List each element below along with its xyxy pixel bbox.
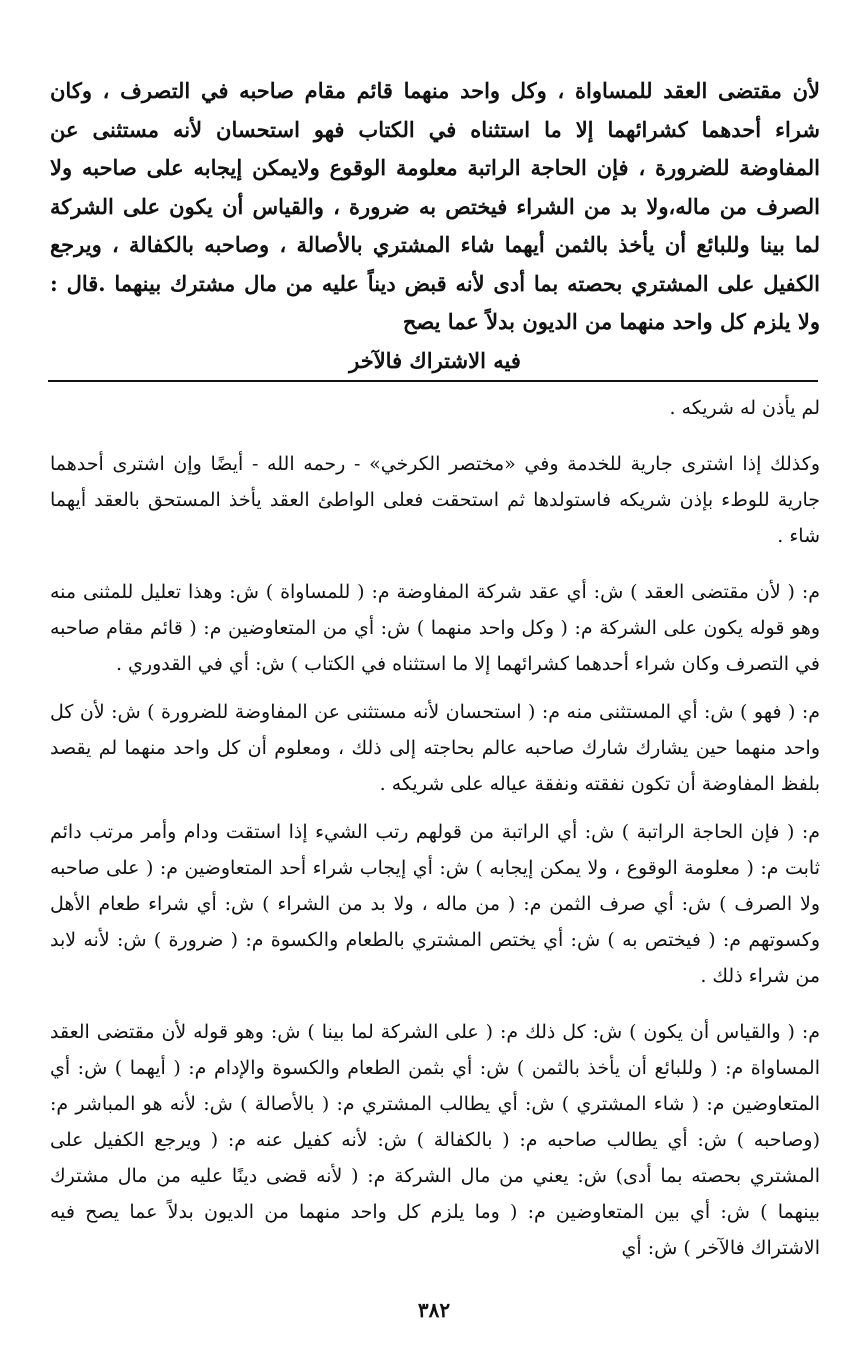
main-text-last-line: فيه الاشتراك فالآخر [349,347,521,373]
commentary-block [50,390,820,1266]
commentary-paragraph: م: ( فهو ) ش: أي المستثنى منه م: ( استحسان لأنه مستثنى عن المفاوضة للضرورة ) ش: لأن كل واحد منهما حين يشارك شارك صاحبه عالم بحاجته إلى ذلك ، ومعلوم أن كل واحد منهما لم يقصد بلفظ المفاوضة أن تكون نفقته ونفقة عياله على شريكه . [50,701,820,795]
footnote-paragraph: وكذلك إذا اشترى جارية للخدمة وفي «مختصر الكرخي» - رحمه الله - أيضًا وإن اشترى أحدهما جارية للوطء بإذن شريكه فاستولدها ثم استحقت فعلى الواطئ العقد يأخذ المستحق بالعقد أيهما شاء . [50,453,820,547]
main-text-block [50,72,820,380]
footnote-line: لم يأذن له شريكه . [669,397,820,419]
main-text: لأن مقتضى العقد للمساواة ، وكل واحد منهما قائم مقام صاحبه في التصرف ، وكان شراء أحدهما كشرائهما إلا ما استثناه في الكتاب فهو استحسان لأنه مستثنى عن المفاوضة للضرورة ، فإن الحاجة الراتبة معلومة الوقوع ولايمكن إيجابه على صاحبه ولا الصرف من ماله،ولا بد من الشراء فيختص به ضرورة ، والقياس أن يكون على الشركة لما بينا وللبائع أن يأخذ بالثمن أيهما شاء المشتري بالأصالة ، وصاحبه بالكفالة ، ويرجع الكفيل على المشتري بحصته بما أدى لأنه قبض ديناً عليه من مال مشترك بينهما .قال : ولا يلزم كل واحد منهما من الديون بدلاً عما يصح [50,78,820,334]
page-number: ٣٨٢ [417,1298,451,1322]
commentary-paragraph: م: ( لأن مقتضى العقد ) ش: أي عقد شركة المفاوضة م: ( للمساواة ) ش: وهذا تعليل للمثنى منه وهو قوله يكون على الشركة م: ( وكل واحد منهما ) ش: أي من المتعاوضين م: ( قائم مقام صاحبه في التصرف وكان شراء أحدهما كشرائهما إلا ما استثناه في الكتاب ) ش: أي في القدوري . [50,581,820,675]
commentary-paragraph: م: ( والقياس أن يكون ) ش: كل ذلك م: ( على الشركة لما بينا ) ش: وهو قوله لأن مقتضى العقد المساواة م: ( وللبائع أن يأخذ بالثمن ) ش: أي بثمن الطعام والكسوة والإدام م: ( أيهما ) ش: أي المتعاوضين م: ( شاء المشتري ) ش: أي يطالب المشتري م: ( بالأصالة ) ش: لأنه هو المباشر م: (وصاحبه ) ش: أي يطالب صاحبه م: ( بالكفالة ) ش: لأنه كفيل عنه م: ( ويرجع الكفيل على المشتري بحصته بما أدى) ش: يعني من مال الشركة م: ( لأنه قضى دينًا عليه من مال مشترك بينهما ) ش: أي بين المتعاوضين م: ( وما يلزم كل واحد منهما من الديون بدلاً عما يصح فيه الاشتراك فالآخر ) ش: أي [50,1021,821,1259]
commentary-paragraph: م: ( فإن الحاجة الراتبة ) ش: أي الراتبة من قولهم رتب الشيء إذا استقت ودام وأمر مرتب دائم ثابت م: ( معلومة الوقوع ، ولا يمكن إيجابه ) ش: أي إيجاب شراء أحد المتعاوضين م: ( على صاحبه ولا الصرف ) ش: أي صرف الثمن م: ( من ماله ، ولا بد من الشراء ) ش: أي شراء طعام الأهل وكسوتهم م: ( فيختص به ) ش: أي يختص المشتري بالطعام والكسوة م: ( ضرورة ) ش: لأنه لابد من شراء ذلك . [50,821,820,987]
separator-rule [48,380,818,382]
